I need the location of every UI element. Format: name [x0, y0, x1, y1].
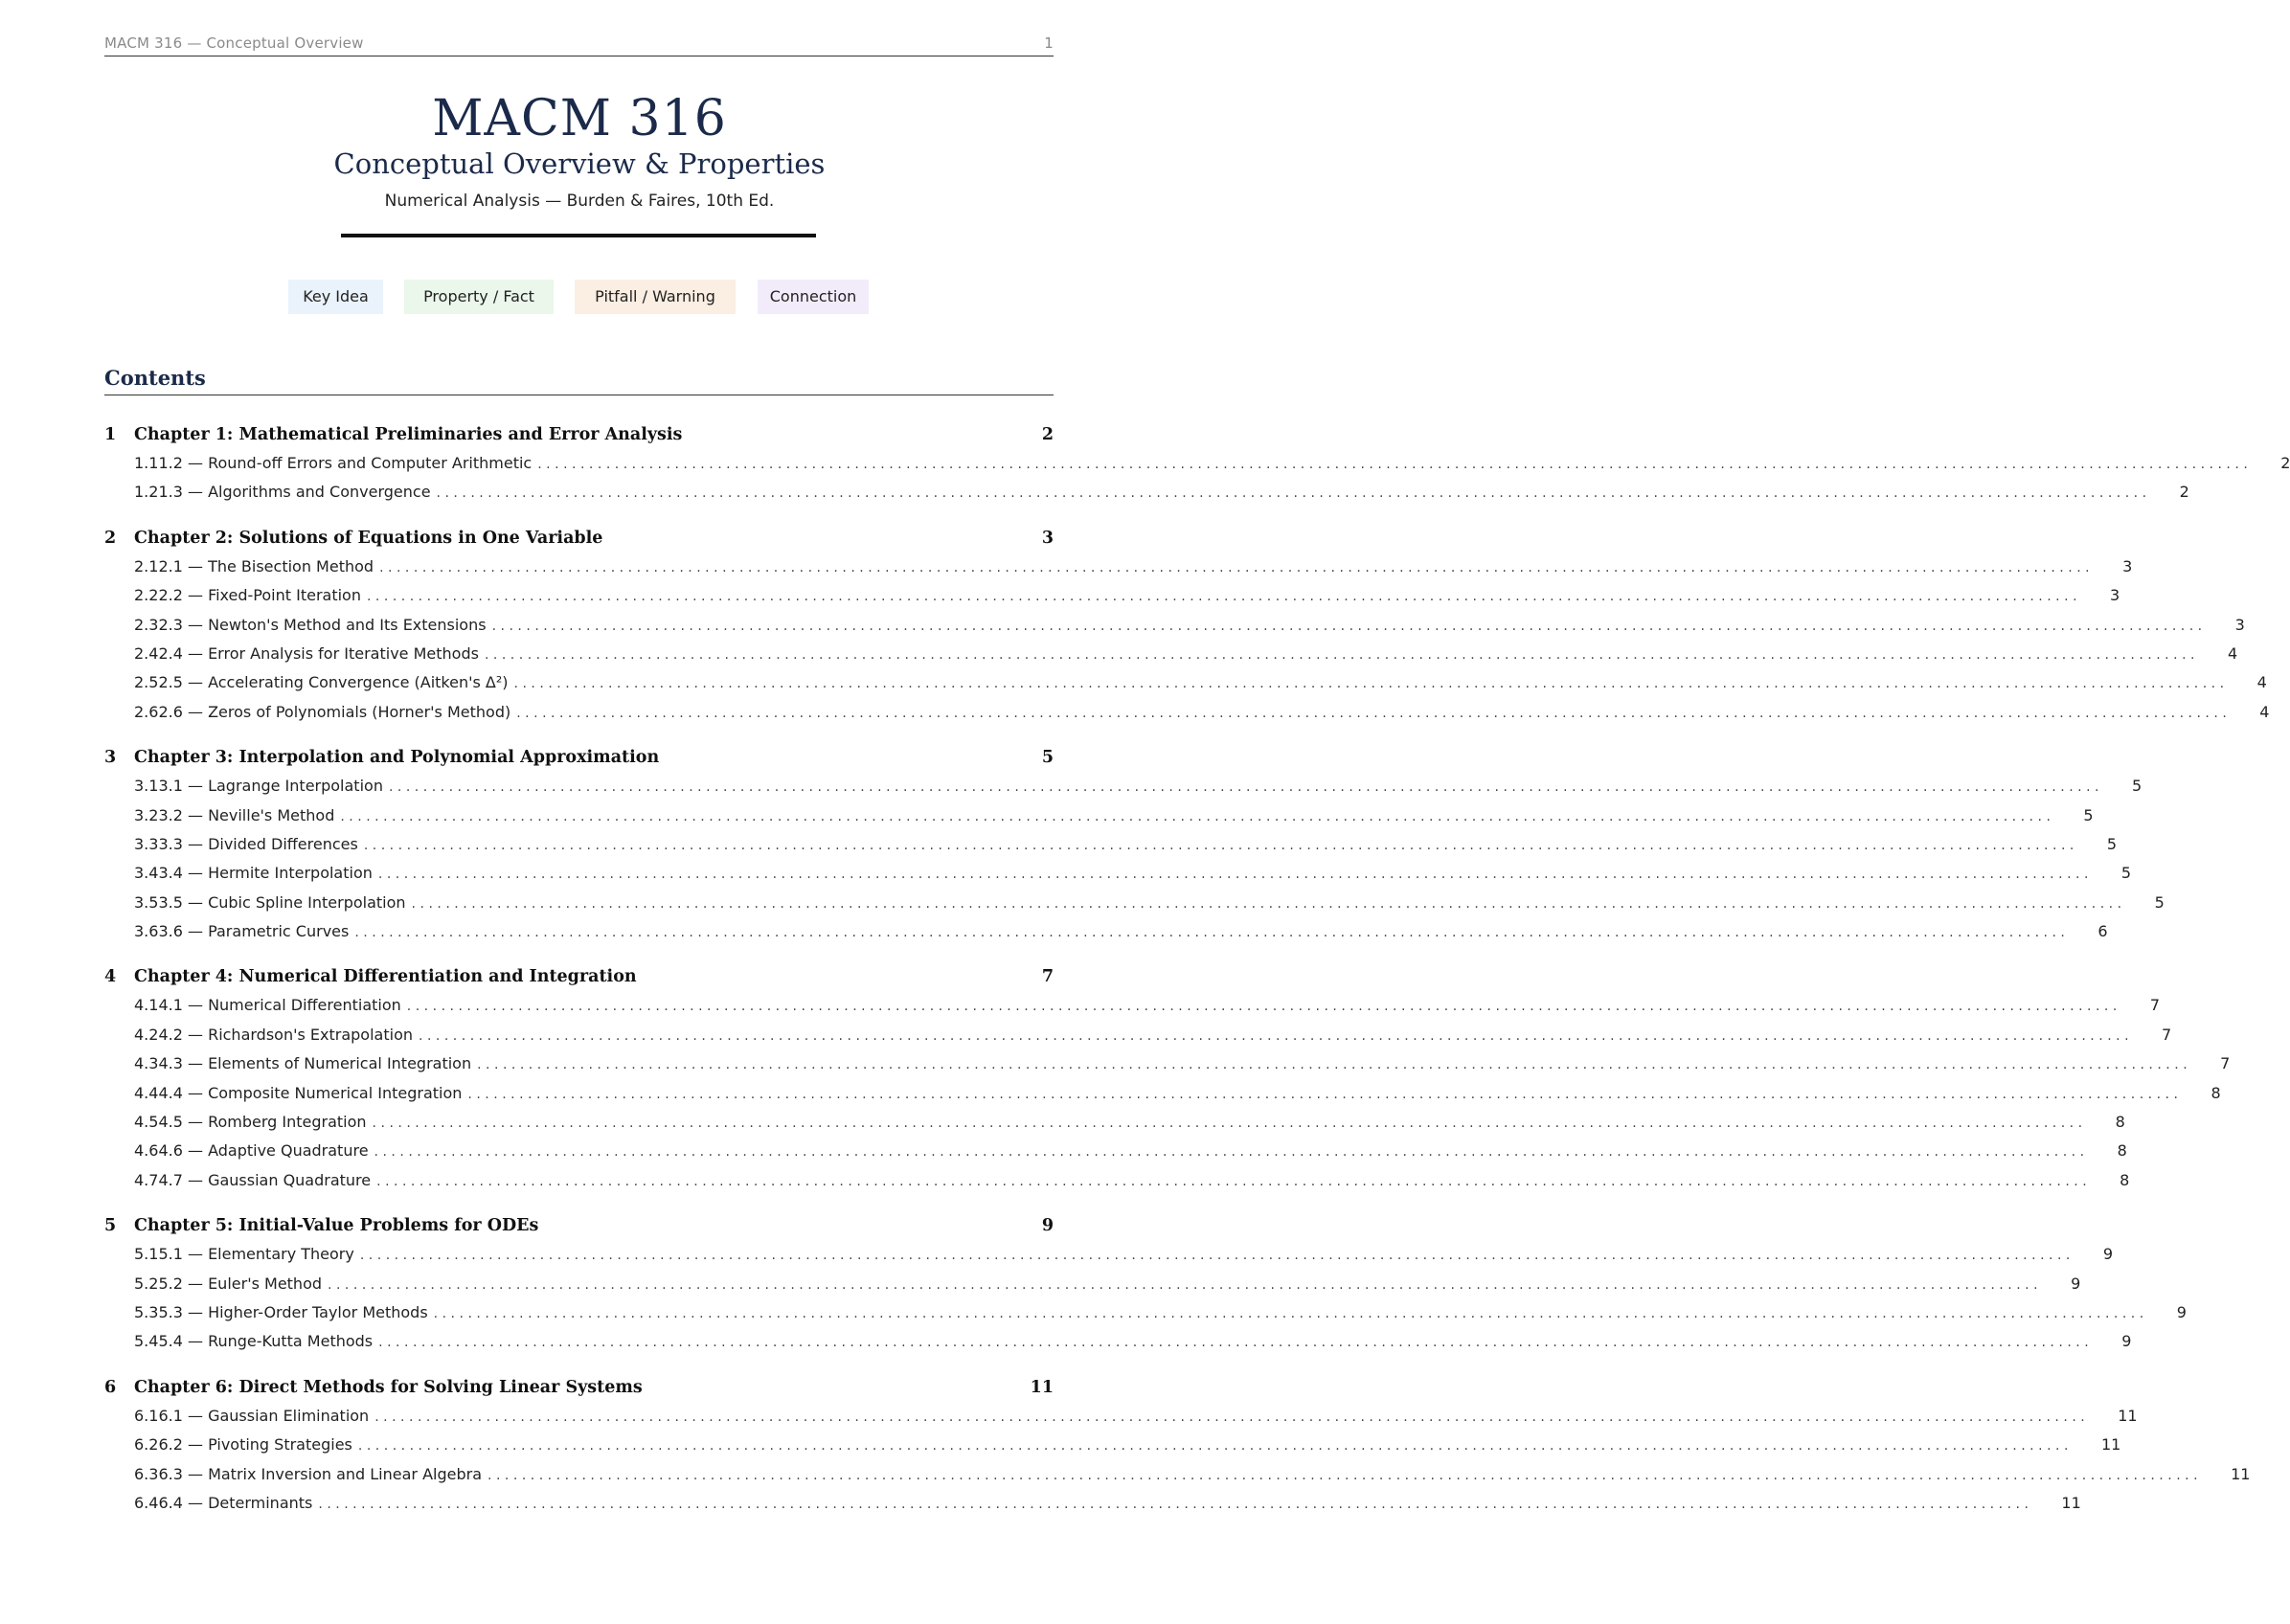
toc-section-entry[interactable]	[104, 834, 2118, 864]
dot-leader: ........................................................................................................................................................................................................	[354, 925, 2070, 941]
section-title: 3.6 — Parametric Curves	[158, 922, 350, 941]
section-title: 5.1 — Elementary Theory	[158, 1245, 354, 1264]
toc-chapter	[104, 425, 2290, 512]
dot-leader: ........................................................................................................................................................................................................	[318, 1496, 2033, 1512]
toc-section-entry[interactable]	[104, 1054, 2231, 1083]
section-number: 4.1	[134, 996, 159, 1015]
dot-leader: ........................................................................................................................................................................................................	[436, 485, 2151, 502]
section-page: 8	[2115, 1113, 2125, 1132]
section-title: 5.3 — Higher-Order Taylor Methods	[158, 1302, 428, 1321]
section-number: 4.3	[134, 1054, 159, 1073]
section-title: 2.1 — The Bisection Method	[158, 556, 374, 575]
document-subtitle: Conceptual Overview & Properties	[333, 147, 826, 180]
section-number: 6.3	[134, 1464, 159, 1483]
section-number: 6.1	[134, 1406, 159, 1425]
section-number: 2.1	[134, 556, 159, 575]
toc-chapter-entry[interactable]	[104, 1378, 1054, 1407]
legend	[0, 280, 1149, 314]
toc-section-entry[interactable]	[104, 1302, 2187, 1332]
chapter-title: Chapter 5: Initial-Value Problems for ODEs	[134, 1216, 539, 1236]
dot-leader: ........................................................................................................................................................................................................	[366, 589, 2082, 605]
section-page: 8	[2120, 1170, 2130, 1189]
chapter-title: Chapter 1: Mathematical Preliminaries and Error Analysis	[134, 425, 683, 444]
chapter-title: Chapter 4: Numerical Differentiation and Integration	[134, 967, 637, 987]
section-title: 2.2 — Fixed-Point Iteration	[158, 586, 361, 605]
section-title: 2.4 — Error Analysis for Iterative Methods	[158, 643, 479, 663]
dot-leader: ........................................................................................................................................................................................................	[374, 1144, 2089, 1161]
toc-section-entry[interactable]	[104, 556, 2133, 586]
toc-chapter	[104, 528, 2270, 732]
section-number: 6.4	[134, 1493, 159, 1512]
toc-chapter	[104, 1377, 2251, 1523]
dot-leader: ........................................................................................................................................................................................................	[388, 779, 2103, 796]
dot-leader: ........................................................................................................................................................................................................	[537, 457, 2253, 472]
section-number: 3.2	[134, 805, 159, 824]
toc-chapter	[104, 748, 2165, 951]
section-page: 3	[2122, 556, 2133, 575]
running-header	[104, 34, 1054, 56]
section-page: 11	[2100, 1435, 2121, 1455]
toc-chapter-entry[interactable]	[104, 967, 1054, 996]
legend-chip-key-idea: Key Idea	[288, 280, 383, 314]
toc-section-entry[interactable]	[104, 1170, 2130, 1200]
section-number: 3.5	[134, 892, 159, 912]
section-title: 3.5 — Cubic Spline Interpolation	[158, 892, 406, 912]
chapter-page: 2	[1041, 425, 1054, 444]
dot-leader: ........................................................................................................................................................................................................	[374, 1409, 2090, 1425]
section-title: 2.3 — Newton's Method and Its Extensions	[158, 615, 487, 634]
section-page: 11	[2231, 1464, 2251, 1483]
section-page: 5	[2132, 777, 2143, 796]
section-page: 4	[2227, 643, 2238, 663]
section-number: 4.4	[134, 1083, 159, 1102]
section-number: 2.2	[134, 586, 159, 605]
legend-chip-connection: Connection	[758, 280, 869, 314]
document-byline: Numerical Analysis — Burden & Faires, 10th Ed.	[384, 192, 775, 211]
section-page: 2	[2179, 483, 2189, 502]
section-page: 5	[2106, 834, 2118, 853]
dot-leader: ........................................................................................................................................................................................................	[379, 559, 2095, 575]
section-title: 1.3 — Algorithms and Convergence	[158, 483, 431, 502]
section-title: 6.4 — Determinants	[158, 1493, 313, 1512]
dot-leader: ........................................................................................................................................................................................................	[513, 676, 2229, 692]
toc-section-entry[interactable]	[104, 483, 2189, 511]
chapter-page: 9	[1041, 1216, 1054, 1236]
toc-section-entry[interactable]	[104, 1025, 2172, 1054]
section-page: 6	[2097, 922, 2108, 941]
section-title: 2.5 — Accelerating Convergence (Aitken's Δ²)	[158, 673, 509, 692]
section-number: 4.7	[134, 1170, 159, 1189]
toc-section-entry[interactable]	[104, 1464, 2251, 1494]
section-number: 1.2	[134, 483, 159, 502]
title-divider	[341, 234, 816, 237]
section-page: 3	[2234, 615, 2245, 634]
toc-chapter-entry[interactable]	[104, 425, 1054, 454]
section-title: 3.1 — Lagrange Interpolation	[158, 777, 383, 796]
section-title: 4.5 — Romberg Integration	[158, 1113, 367, 1132]
section-number: 3.1	[134, 777, 159, 796]
chapter-page: 11	[1030, 1377, 1054, 1397]
toc-section-entry[interactable]	[104, 586, 2120, 615]
section-title: 5.4 — Runge-Kutta Methods	[158, 1332, 374, 1351]
section-number: 4.6	[134, 1141, 159, 1161]
section-title: 4.1 — Numerical Differentiation	[158, 996, 401, 1015]
section-page: 7	[2149, 996, 2161, 1015]
table-of-contents	[104, 425, 2290, 1539]
toc-chapter-entry[interactable]	[104, 748, 1054, 777]
section-page: 11	[2061, 1493, 2081, 1512]
section-number: 5.4	[134, 1332, 159, 1351]
chapter-page: 3	[1041, 528, 1054, 548]
section-page: 9	[2176, 1302, 2187, 1321]
section-title: 4.2 — Richardson's Extrapolation	[158, 1025, 413, 1044]
dot-leader: ........................................................................................................................................................................................................	[372, 1116, 2087, 1132]
document-title: MACM 316	[432, 90, 727, 147]
toc-chapter	[104, 967, 2231, 1200]
section-number: 1.1	[134, 454, 159, 472]
toc-section-entry[interactable]	[104, 892, 2165, 922]
chapter-title: Chapter 6: Direct Methods for Solving Linear Systems	[134, 1377, 643, 1397]
section-page: 9	[2121, 1332, 2132, 1351]
section-number: 3.3	[134, 834, 159, 853]
toc-section-entry[interactable]	[104, 1274, 2081, 1303]
section-title: 3.4 — Hermite Interpolation	[158, 864, 373, 883]
toc-section-entry[interactable]	[104, 1245, 2114, 1274]
toc-section-entry[interactable]	[104, 673, 2267, 702]
dot-leader: ........................................................................................................................................................................................................	[491, 618, 2207, 634]
toc-section-entry[interactable]	[104, 1435, 2121, 1464]
toc-section-entry[interactable]	[104, 805, 2094, 835]
toc-chapter-entry[interactable]	[104, 529, 1054, 557]
section-title: 4.3 — Elements of Numerical Integration	[158, 1054, 472, 1073]
section-number: 2.6	[134, 702, 159, 721]
toc-section-entry[interactable]	[104, 1113, 2125, 1141]
dot-leader: ........................................................................................................................................................................................................	[363, 837, 2078, 853]
toc-section-entry[interactable]	[104, 643, 2238, 673]
toc-section-entry[interactable]	[104, 702, 2270, 732]
section-title: 4.7 — Gaussian Quadrature	[158, 1170, 372, 1189]
section-number: 2.4	[134, 643, 159, 663]
dot-leader: ........................................................................................................................................................................................................	[378, 1335, 2094, 1351]
section-page: 4	[2256, 673, 2267, 692]
chapter-number: 2	[104, 528, 117, 548]
section-page: 7	[2162, 1025, 2172, 1044]
dot-leader: ........................................................................................................................................................................................................	[433, 1305, 2148, 1321]
section-title: 6.1 — Gaussian Elimination	[158, 1406, 370, 1425]
dot-leader: ........................................................................................................................................................................................................	[411, 895, 2126, 912]
running-header-title: MACM 316 — Conceptual Overview	[104, 34, 364, 52]
section-number: 3.4	[134, 864, 159, 883]
section-page: 9	[2102, 1245, 2114, 1264]
section-page: 8	[2117, 1141, 2127, 1161]
section-page: 3	[2110, 586, 2120, 605]
toc-section-entry[interactable]	[104, 922, 2108, 951]
contents-heading: Contents	[104, 366, 1054, 395]
section-number: 3.6	[134, 922, 159, 941]
chapter-number: 1	[104, 425, 117, 444]
section-title: 4.4 — Composite Numerical Integration	[158, 1083, 463, 1102]
dot-leader: ........................................................................................................................................................................................................	[516, 705, 2232, 721]
page-number: 1	[1044, 34, 1054, 52]
section-page: 7	[2220, 1054, 2231, 1073]
dot-leader: ........................................................................................................................................................................................................	[377, 867, 2093, 883]
toc-section-entry[interactable]	[104, 1406, 2138, 1435]
section-number: 2.5	[134, 673, 159, 692]
legend-chip-pitfall: Pitfall / Warning	[575, 280, 736, 314]
section-number: 2.3	[134, 615, 159, 634]
chapter-title: Chapter 2: Solutions of Equations in One Variable	[134, 528, 603, 548]
dot-leader: ........................................................................................................................................................................................................	[419, 1027, 2134, 1044]
section-page: 5	[2083, 805, 2094, 824]
section-title: 2.6 — Zeros of Polynomials (Horner's Method)	[158, 702, 511, 721]
section-number: 5.1	[134, 1245, 159, 1264]
dot-leader: ........................................................................................................................................................................................................	[328, 1276, 2043, 1293]
toc-section-entry[interactable]	[104, 1141, 2127, 1170]
toc-chapter-entry[interactable]	[104, 1216, 1054, 1245]
chapter-number: 3	[104, 748, 117, 768]
section-page: 2	[2280, 454, 2290, 472]
section-title: 6.3 — Matrix Inversion and Linear Algebra	[158, 1464, 483, 1483]
dot-leader: ........................................................................................................................................................................................................	[487, 1467, 2203, 1483]
section-page: 5	[2154, 892, 2165, 912]
chapter-page: 5	[1041, 748, 1054, 768]
dot-leader: ........................................................................................................................................................................................................	[340, 808, 2055, 824]
chapter-number: 4	[104, 967, 117, 987]
chapter-page: 7	[1041, 967, 1054, 987]
section-title: 3.2 — Neville's Method	[158, 805, 335, 824]
dot-leader: ........................................................................................................................................................................................................	[376, 1173, 2092, 1189]
dot-leader: ........................................................................................................................................................................................................	[357, 1438, 2073, 1455]
toc-section-entry[interactable]	[104, 1083, 2221, 1113]
section-page: 5	[2120, 864, 2132, 883]
section-page: 4	[2259, 702, 2270, 721]
section-number: 6.2	[134, 1435, 159, 1455]
section-page: 9	[2071, 1274, 2081, 1293]
section-title: 3.3 — Divided Differences	[158, 834, 358, 853]
section-page: 8	[2211, 1083, 2221, 1102]
section-number: 5.2	[134, 1274, 159, 1293]
dot-leader: ........................................................................................................................................................................................................	[467, 1086, 2183, 1102]
title-block	[0, 92, 1159, 211]
section-number: 4.2	[134, 1025, 159, 1044]
toc-section-entry[interactable]	[104, 454, 2290, 483]
chapter-title: Chapter 3: Interpolation and Polynomial Approximation	[134, 748, 660, 768]
section-title: 5.2 — Euler's Method	[158, 1274, 323, 1293]
section-title: 6.2 — Pivoting Strategies	[158, 1435, 352, 1455]
section-page: 11	[2118, 1406, 2138, 1425]
section-number: 4.5	[134, 1113, 159, 1132]
dot-leader: ........................................................................................................................................................................................................	[359, 1248, 2075, 1264]
toc-section-entry[interactable]	[104, 1493, 2081, 1522]
chapter-number: 5	[104, 1216, 117, 1236]
toc-section-entry[interactable]	[104, 777, 2143, 805]
toc-section-entry[interactable]	[104, 864, 2132, 892]
toc-chapter	[104, 1216, 2187, 1362]
legend-chip-property: Property / Fact	[404, 280, 554, 314]
dot-leader: ........................................................................................................................................................................................................	[477, 1057, 2192, 1073]
toc-section-entry[interactable]	[104, 615, 2245, 644]
toc-section-entry[interactable]	[104, 996, 2161, 1025]
dot-leader: ........................................................................................................................................................................................................	[484, 646, 2199, 663]
chapter-number: 6	[104, 1377, 117, 1397]
dot-leader: ........................................................................................................................................................................................................	[406, 999, 2121, 1015]
section-title: 4.6 — Adaptive Quadrature	[158, 1141, 369, 1161]
toc-section-entry[interactable]	[104, 1332, 2132, 1361]
section-number: 5.3	[134, 1302, 159, 1321]
section-title: 1.2 — Round-off Errors and Computer Arithmetic	[158, 454, 533, 472]
